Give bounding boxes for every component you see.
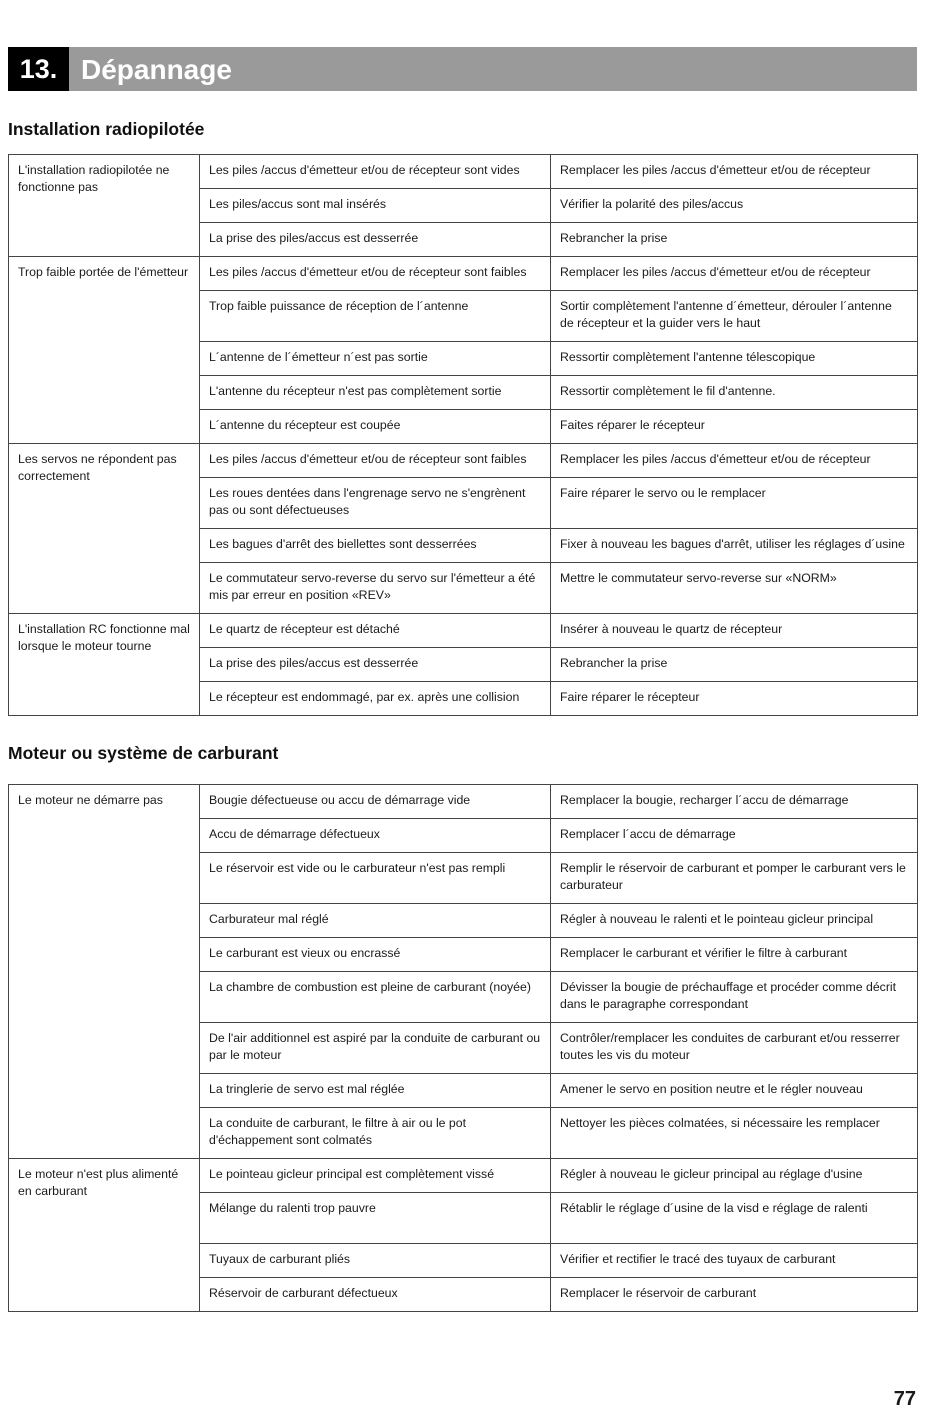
table-row (9, 785, 918, 819)
problem-cell: Le moteur n'est plus alimenté en carburant (9, 1159, 200, 1312)
cause-cell: Le récepteur est endommagé, par ex. après une collision (200, 682, 551, 716)
section-title-engine: Moteur ou système de carburant (8, 743, 279, 763)
cause-cell: Le carburant est vieux ou encrassé (200, 938, 551, 972)
cause-cell: De l'air additionnel est aspiré par la conduite de carburant ou par le moteur (200, 1023, 551, 1074)
cause-cell: La prise des piles/accus est desserrée (200, 648, 551, 682)
problem-cell: Trop faible portée de l'émetteur (9, 257, 200, 444)
remedy-cell: Insérer à nouveau le quartz de récepteur (551, 614, 918, 648)
cause-cell: Les roues dentées dans l'engrenage servo ne s'engrènent pas ou sont défectueuses (200, 478, 551, 529)
cause-cell: Le réservoir est vide ou le carburateur n'est pas rempli (200, 853, 551, 904)
remedy-cell: Fixer à nouveau les bagues d'arrêt, utiliser les réglages d´usine (551, 529, 918, 563)
remedy-cell: Remplir le réservoir de carburant et pomper le carburant vers le carburateur (551, 853, 918, 904)
cause-cell: La prise des piles/accus est desserrée (200, 223, 551, 257)
cause-cell: Le pointeau gicleur principal est complètement vissé (200, 1159, 551, 1193)
cause-cell: Bougie défectueuse ou accu de démarrage vide (200, 785, 551, 819)
cause-cell: Le quartz de récepteur est détaché (200, 614, 551, 648)
page-number: 77 (893, 1388, 916, 1410)
remedy-cell: Rétablir le réglage d´usine de la visd e réglage de ralenti (551, 1193, 918, 1244)
cause-cell: Trop faible puissance de réception de l´antenne (200, 291, 551, 342)
remedy-cell: Régler à nouveau le ralenti et le pointeau gicleur principal (551, 904, 918, 938)
remedy-cell: Sortir complètement l'antenne d´émetteur, dérouler l´antenne de récepteur et la guider vers le haut (551, 291, 918, 342)
remedy-cell: Rebrancher la prise (551, 648, 918, 682)
chapter-number: 13. (8, 47, 69, 91)
cause-cell: La conduite de carburant, le filtre à air ou le pot d'échappement sont colmatés (200, 1108, 551, 1159)
troubleshooting-table-radio (8, 154, 918, 716)
cause-cell: L´antenne de l´émetteur n´est pas sortie (200, 342, 551, 376)
remedy-cell: Remplacer le carburant et vérifier le filtre à carburant (551, 938, 918, 972)
problem-cell: L'installation radiopilotée ne fonctionne pas (9, 155, 200, 257)
table-row (9, 155, 918, 189)
cause-cell: La chambre de combustion est pleine de carburant (noyée) (200, 972, 551, 1023)
table-row (9, 1159, 918, 1193)
remedy-cell: Vérifier et rectifier le tracé des tuyaux de carburant (551, 1244, 918, 1278)
cause-cell: Les piles/accus sont mal insérés (200, 189, 551, 223)
remedy-cell: Remplacer les piles /accus d'émetteur et/ou de récepteur (551, 444, 918, 478)
remedy-cell: Remplacer l´accu de démarrage (551, 819, 918, 853)
cause-cell: L'antenne du récepteur n'est pas complètement sortie (200, 376, 551, 410)
remedy-cell: Rebrancher la prise (551, 223, 918, 257)
remedy-cell: Faites réparer le récepteur (551, 410, 918, 444)
problem-cell: Le moteur ne démarre pas (9, 785, 200, 1159)
cause-cell: Carburateur mal réglé (200, 904, 551, 938)
cause-cell: Accu de démarrage défectueux (200, 819, 551, 853)
troubleshooting-table-engine (8, 784, 918, 1312)
cause-cell: Tuyaux de carburant pliés (200, 1244, 551, 1278)
remedy-cell: Remplacer la bougie, recharger l´accu de démarrage (551, 785, 918, 819)
remedy-cell: Faire réparer le récepteur (551, 682, 918, 716)
cause-cell: Les bagues d'arrêt des biellettes sont desserrées (200, 529, 551, 563)
remedy-cell: Contrôler/remplacer les conduites de carburant et/ou resserrer toutes les vis du moteur (551, 1023, 918, 1074)
problem-cell: Les servos ne répondent pas correctement (9, 444, 200, 614)
chapter-header (8, 47, 917, 91)
cause-cell: Mélange du ralenti trop pauvre (200, 1193, 551, 1244)
chapter-title: Dépannage (81, 54, 232, 85)
cause-cell: L´antenne du récepteur est coupée (200, 410, 551, 444)
cause-cell: La tringlerie de servo est mal réglée (200, 1074, 551, 1108)
remedy-cell: Nettoyer les pièces colmatées, si nécessaire les remplacer (551, 1108, 918, 1159)
remedy-cell: Remplacer les piles /accus d'émetteur et/ou de récepteur (551, 257, 918, 291)
table-row (9, 444, 918, 478)
table-row (9, 257, 918, 291)
cause-cell: Le commutateur servo-reverse du servo sur l'émetteur a été mis par erreur en position «REV» (200, 563, 551, 614)
section-title-radio: Installation radiopilotée (8, 119, 205, 139)
table-row (9, 614, 918, 648)
remedy-cell: Vérifier la polarité des piles/accus (551, 189, 918, 223)
cause-cell: Les piles /accus d'émetteur et/ou de récepteur sont faibles (200, 444, 551, 478)
cause-cell: Réservoir de carburant défectueux (200, 1278, 551, 1312)
remedy-cell: Régler à nouveau le gicleur principal au réglage d'usine (551, 1159, 918, 1193)
remedy-cell: Faire réparer le servo ou le remplacer (551, 478, 918, 529)
remedy-cell: Ressortir complètement le fil d'antenne. (551, 376, 918, 410)
cause-cell: Les piles /accus d'émetteur et/ou de récepteur sont faibles (200, 257, 551, 291)
remedy-cell: Dévisser la bougie de préchauffage et procéder comme décrit dans le paragraphe correspondant (551, 972, 918, 1023)
remedy-cell: Remplacer le réservoir de carburant (551, 1278, 918, 1312)
remedy-cell: Mettre le commutateur servo-reverse sur «NORM» (551, 563, 918, 614)
remedy-cell: Amener le servo en position neutre et le régler nouveau (551, 1074, 918, 1108)
problem-cell: L'installation RC fonctionne mal lorsque le moteur tourne (9, 614, 200, 716)
cause-cell: Les piles /accus d'émetteur et/ou de récepteur sont vides (200, 155, 551, 189)
remedy-cell: Ressortir complètement l'antenne télescopique (551, 342, 918, 376)
remedy-cell: Remplacer les piles /accus d'émetteur et/ou de récepteur (551, 155, 918, 189)
